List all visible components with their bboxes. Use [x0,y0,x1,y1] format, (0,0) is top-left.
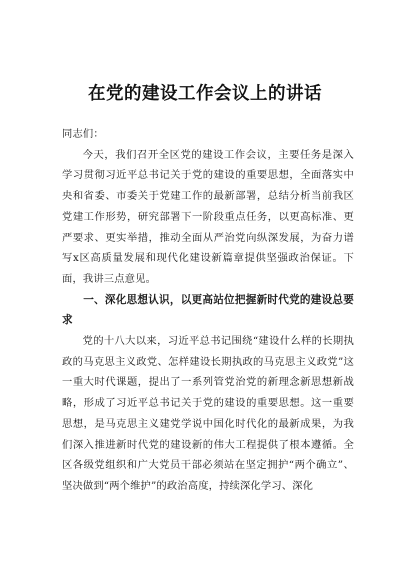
salutation: 同志们： [62,128,104,140]
section-paragraph: 党的十八大以来，习近平总书记围绕“建设什么样的长期执政的马克思主义政党、怎样建设长期执政的马克思主义政党”这一重大时代课题，提出了一系列管党治党的新理念新思想新战略，形成了习近平总书记关于党的建设的重要思想。这一重要思想，是马克思主义建党学说中国化时代化的最新成果，为我们深入推进新时代党的建设新的伟大工程提供了根本遵循。全区各级党组织和广大党员干部必须站在坚定拥护“两个确立”、坚决做到“两个维护”的政治高度，持续深化学习、深化 [62,335,354,492]
document-title: 在党的建设工作会议上的讲话 [88,84,322,104]
document-body [62,124,354,497]
section-heading: 一、深化思想认识，以更高站位把握新时代党的建设总要求 [62,293,354,327]
intro-paragraph: 今天，我们召开全区党的建设工作会议，主要任务是深入学习贯彻习近平总书记关于党的建设的重要思想，全面落实中央和省委、市委关于党建工作的最新部署，总结分析当前我区党建工作形势，研究部署下一阶段重点任务，以更高标准、更严要求、更实举措，推动全面从严治党向纵深发展，为奋力谱写x区高质量发展和现代化建设新篇章提供坚强政治保证。下面，我讲三点意见。 [62,148,354,285]
